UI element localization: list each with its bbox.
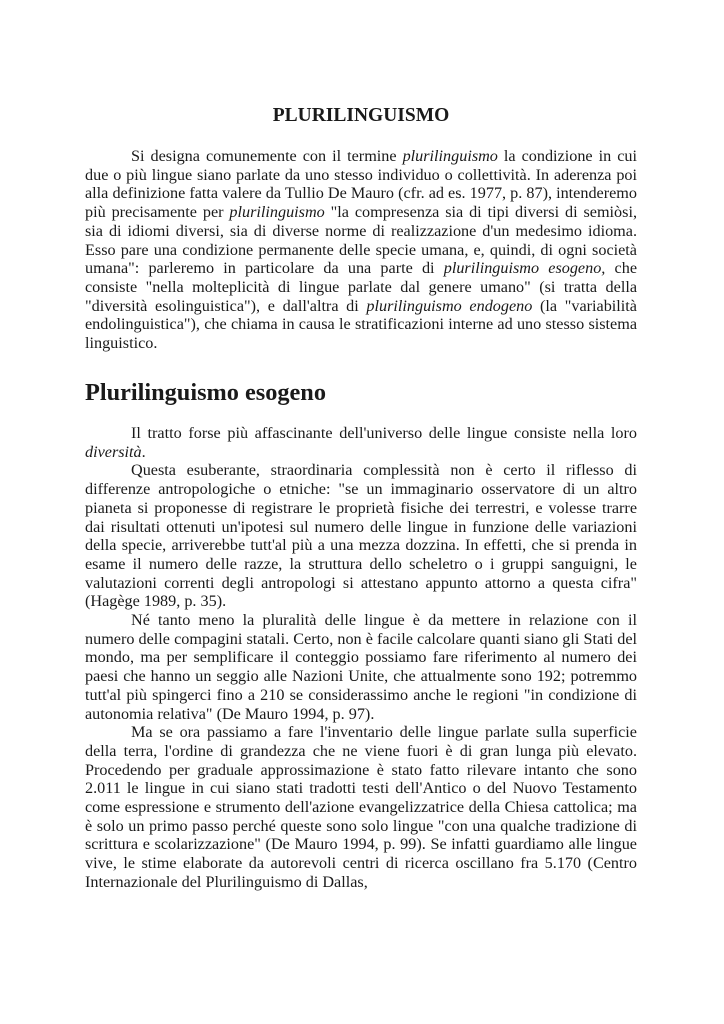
intro-term-2: plurilinguismo	[229, 203, 325, 222]
paragraph-complessita: Questa esuberante, straordinaria complessità non è certo il riflesso di differenze antropologiche o etniche: "se un immaginario osservatore di un altro pianeta si proponesse di registrare le proprietà fisiche dei terrestri, e volesse trarre dai risultati ottenuti un'ipotesi sul numero delle lingue in funzione delle variazioni della specie, arriverebbe tutt'al più a una mezza dozzina. In effetti, che si prenda in esame il numero delle razze, la struttura dello scheletro o i gruppi sanguigni, le valutazioni correnti degli antropologi si attestano appunto attorno a questa cifra" (Hagège 1989, p. 35).	[85, 461, 637, 611]
page-title: PLURILINGUISMO	[272, 105, 450, 126]
intro-text-5: (la "variabilità endolinguistica"), che chiama in causa le stratificazioni interne ad uno stesso sistema linguistico.	[85, 296, 637, 353]
paragraph-diversita	[85, 424, 637, 461]
intro-term-1: plurilinguismo	[402, 147, 498, 165]
intro-text-3: "la compresenza sia di tipi diversi di semiòsi, sia di idiomi diversi, sia di diverse norme di realizzazione d'un medesimo idioma. Esso pare una condizione permanente delle specie umana, e, quindi, di ogni società umana": parleremo in particolare da una parte di	[85, 203, 637, 278]
paragraph-compagini-statali: Né tanto meno la pluralità delle lingue è da mettere in relazione con il numero delle compagini statali. Certo, non è facile calcolare quanti siano gli Stati del mondo, ma per semplificare il conteggio possiamo fare riferimento al numero dei paesi che hanno un seggio alle Nazioni Unite, che attualmente sono 192; potremmo tutt'al più spingerci fino a 210 se considerassimo anche le regioni "in condizione di autonomia relativa" (De Mauro 1994, p. 97).	[85, 611, 637, 723]
section-heading: Plurilinguismo esogeno	[85, 379, 326, 406]
intro-text-2: la condizione in cui due o più lingue siano parlate da uno stesso individuo o collettività. In aderenza poi alla definizione fatta valere da Tullio De Mauro (cfr. ad es. 1977, p. 87), intenderemo più precisamente per	[85, 147, 637, 222]
intro-paragraph	[85, 147, 637, 353]
intro-text-4: che consiste "nella molteplicità di lingue parlate dal genere umano" (si tratta della "diversità esolinguistica"), e dall'altra di	[85, 259, 638, 315]
section-body	[85, 424, 637, 892]
intro-term-3: plurilinguismo esogeno,	[443, 259, 606, 278]
intro-text-1: Si designa comunemente con il termine	[131, 147, 403, 165]
p1-text-1: Il tratto forse più affascinante dell'universo delle lingue consiste nella loro	[131, 424, 637, 442]
intro-term-4: plurilinguismo endogeno	[366, 296, 533, 315]
paragraph-inventario-lingue: Ma se ora passiamo a fare l'inventario delle lingue parlate sulla superficie della terra, l'ordine di grandezza che ne viene fuori è di gran lunga più elevato. Procedendo per graduale approssimazione è stato fatto rilevare intanto che sono 2.011 le lingue in cui siano stati tradotti testi dell'Antico o del Nuovo Testamento come espressione e strumento dell'azione evangelizzatrice della Chiesa cattolica; ma è solo un primo passo perché queste sono solo lingue "con una qualche tradizione di scrittura e scolarizzazione" (De Mauro 1994, p. 99). Se infatti guardiamo alle lingue vive, le stime elaborate da autorevoli centri di ricerca oscillano fra 5.170 (Centro Internazionale del Plurilinguismo di Dallas,	[85, 723, 637, 891]
p1-text-2: .	[141, 442, 146, 461]
p1-term: diversità	[85, 442, 142, 461]
